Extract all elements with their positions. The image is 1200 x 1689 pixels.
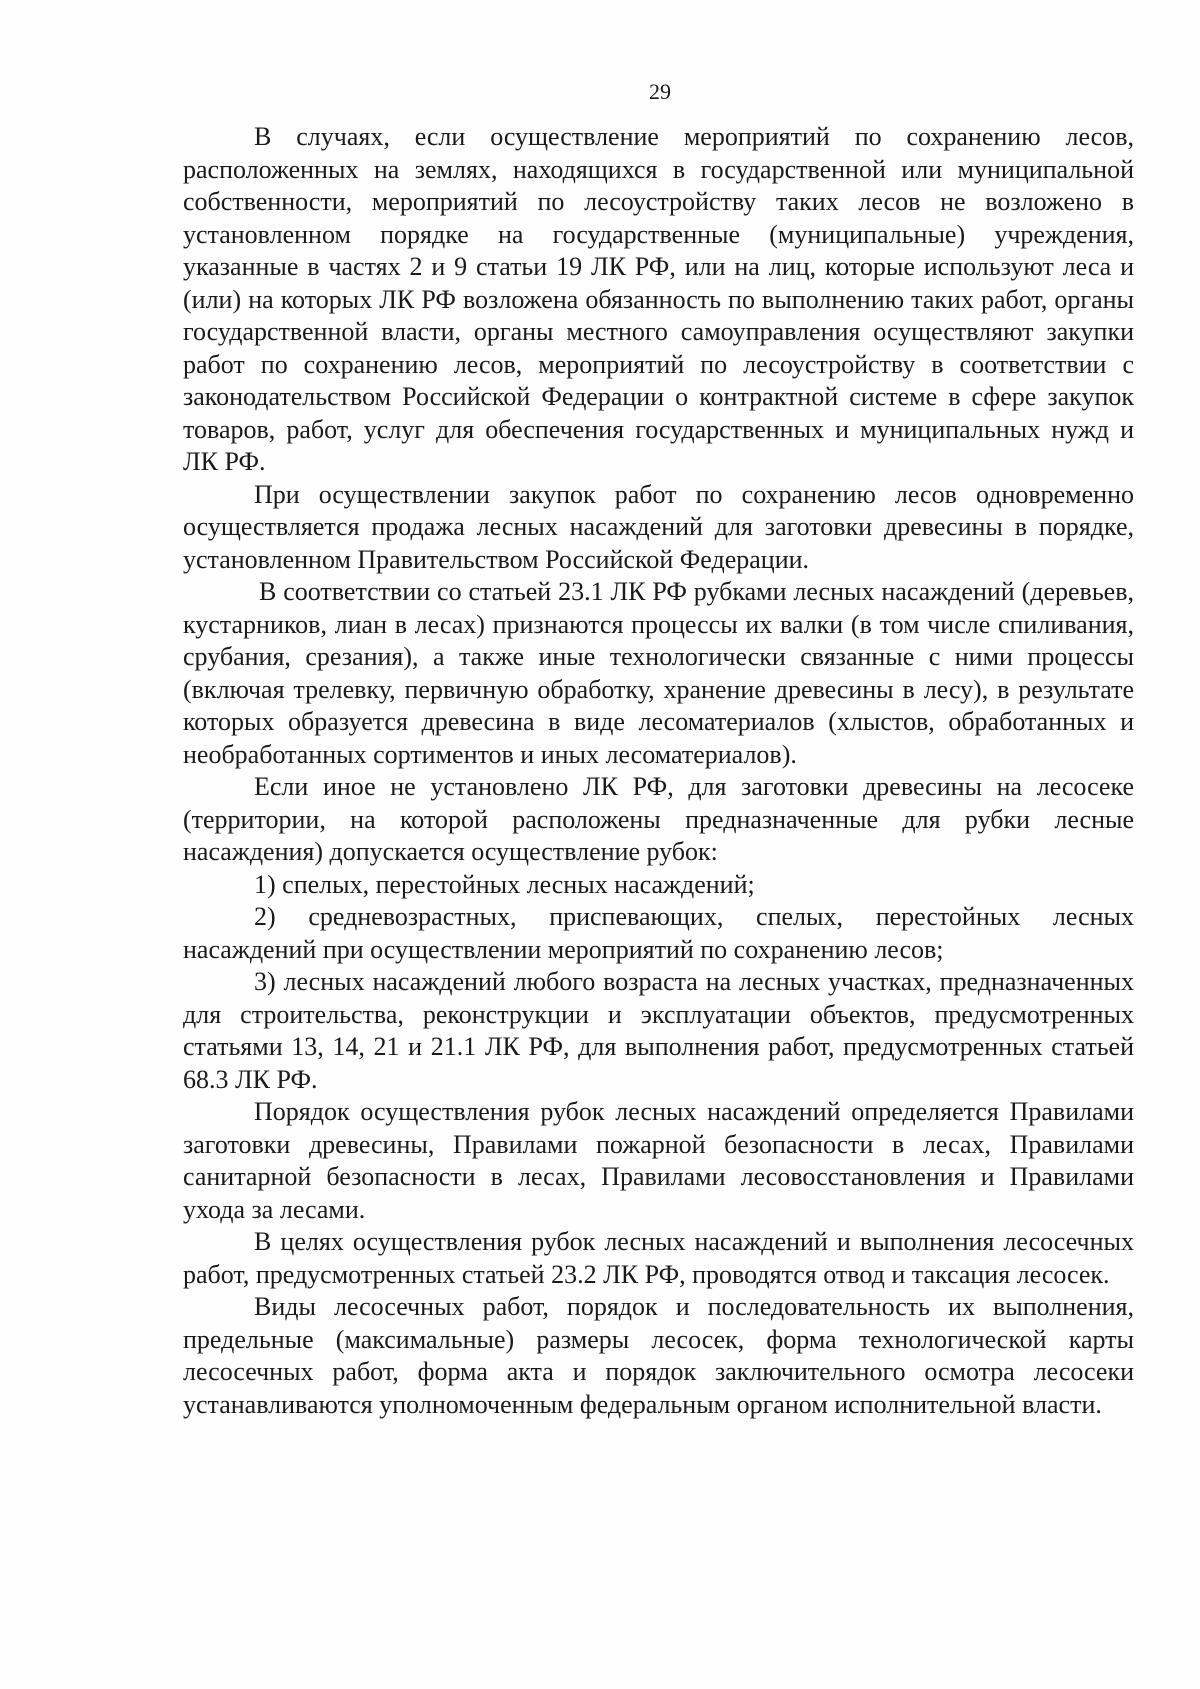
paragraph-allowed-fellings: Если иное не установлено ЛК РФ, для заготовки древесины на лесосеке (территории, на которой расположены предназначенные для рубки лесные насаждения) допускается осуществление рубок: <box>183 772 1134 866</box>
paragraph-procurement-cases: В случаях, если осуществление мероприятий по сохранению лесов, расположенных на землях, находящихся в государственной или муниципальной собственности, мероприятий по лесоустройству таких лесов не возложено в установленном порядке на государственные (муниципальные) учреждения, указанные в частях 2 и 9 статьи 19 ЛК РФ, или на лиц, которые используют леса и (или) на которых ЛК РФ возложена обязанность по выполнению таких работ, органы государственной власти, органы местного самоуправления осуществляют закупки работ по сохранению лесов, мероприятий по лесоустройству в соответствии с законодательством Российской Федерации о контрактной системе в сфере закупок товаров, работ, услуг для обеспечения государственных и муниципальных нужд и ЛК РФ. <box>183 122 1134 476</box>
list-item-2: 2) средневозрастных, приспевающих, спелых, перестойных лесных насаждений при осуществлении мероприятий по сохранению лесов; <box>183 902 1134 964</box>
paragraph-logging-work-types: Виды лесосечных работ, порядок и последовательность их выполнения, предельные (максимальные) размеры лесосек, форма технологической карты лесосечных работ, форма акта и порядок заключительного осмотра лесосеки устанавливаются уполномоченным федеральным органом исполнительной власти. <box>183 1292 1134 1419</box>
list-item-1: 1) спелых, перестойных лесных насаждений; <box>254 869 755 899</box>
document-body <box>183 121 1134 1421</box>
paragraph-simultaneous-sale: При осуществлении закупок работ по сохранению лесов одновременно осуществляется продажа лесных насаждений для заготовки древесины в порядке, установленном Правительством Российской Федерации. <box>183 479 1134 574</box>
paragraph-felling-definition: В соответствии со статьей 23.1 ЛК РФ рубками лесных насаждений (деревьев, кустарников, лиан в лесах) признаются процессы их валки (в том числе спиливания, срубания, срезания), а также иные технологически связанные с ними процессы (включая трелевку, первичную обработку, хранение древесины в лесу), в результате которых образуется древесина в виде лесоматериалов (хлыстов, обработанных и необработанных сортиментов и иных лесоматериалов). <box>183 577 1134 769</box>
page-number: 29 <box>649 79 671 104</box>
paragraph-allotment-taxation: В целях осуществления рубок лесных насаждений и выполнения лесосечных работ, предусмотренных статьей 23.2 ЛК РФ, проводятся отвод и таксация лесосек. <box>183 1227 1134 1289</box>
paragraph-felling-rules: Порядок осуществления рубок лесных насаждений определяется Правилами заготовки древесины, Правилами пожарной безопасности в лесах, Правилами санитарной безопасности в лесах, Правилами лесовосстановления и Правилами ухода за лесами. <box>183 1097 1134 1224</box>
list-item-3: 3) лесных насаждений любого возраста на лесных участках, предназначенных для строительства, реконструкции и эксплуатации объектов, предусмотренных статьями 13, 14, 21 и 21.1 ЛК РФ, для выполнения работ, предусмотренных статьей 68.3 ЛК РФ. <box>183 967 1134 1094</box>
